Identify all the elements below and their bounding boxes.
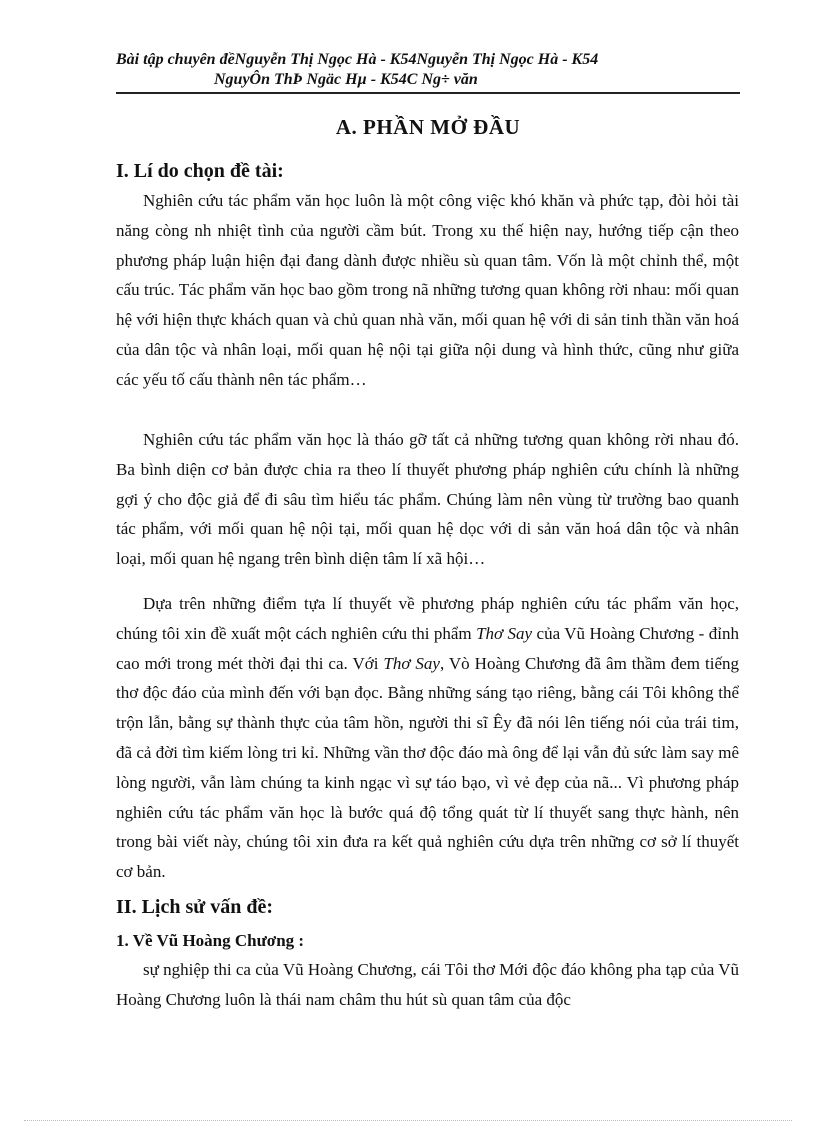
paragraph-4: sự nghiệp thi ca của Vũ Hoàng Chương, cái Tôi thơ Mới độc đáo không pha tạp của Vũ Hoàng Chương luôn là thái nam châm thu hút sù quan tâm của độc [116,960,739,1009]
title-tho-say-1: Thơ Say [476,623,533,643]
page-bottom-divider [24,1120,792,1121]
subsection-heading-vu-hoang-chuong: 1. Về Vũ Hoàng Chương : [116,931,305,950]
paragraph-3-part-e: , Vò Hoàng Chương đã âm thầm đem tiếng thơ độc đáo của mình đến với bạn đọc. Bằng những sáng tạo riêng, bằng cái Tôi không thể trộn lẫn, bằng sự thành thực của tâm hồn, người thi sĩ Êy đã nói lên tiếng nói của trái tim, đã cả đời tìm kiếm lòng tri kỉ. Những vần thơ độc đáo mà ông để lại vẫn đủ sức làm say mê lòng người, vẫn làm chúng ta kinh ngạc vì sự táo bạo, vì vẻ đẹp của nã... Vì phương pháp nghiên cứu tác phẩm văn học là bước quá độ tổng quát từ lí thuyết sang thực hành, nên trong bài viết này, chúng tôi xin đưa ra kết quả nghiên cứu dựa trên những cơ sở lí thuyết cơ bản. [116,653,739,882]
paragraph-3 [116,589,739,887]
section-heading-history: II. Lịch sử vấn đề: [116,896,274,918]
paragraph-3-part-c: của Vũ Hoàng Chương - đỉnh cao mới trong mét thời đại thi ca. Với [116,623,740,673]
paragraph-3-part-a: Dựa trên những điểm tựa lí thuyết về phương pháp nghiên cứu tác phẩm văn học, chúng tôi xin đề xuất một cách nghiên cứu thi phẩm [116,594,739,643]
chapter-title: A. PHẦN MỞ ĐẦU [335,115,521,139]
paragraph-1: Nghiên cứu tác phẩm văn học luôn là một công việc khó khăn và phức tạp, đòi hỏi tài năng còng nh nhiệt tình của người cầm bút. Trong xu thế hiện nay, hướng tiếp cận theo phương pháp luận hiện đại đang dành được nhiều sù quan tâm. Vốn là một chỉnh thể, một cấu trúc. Tác phẩm văn học bao gồm trong nã những tương quan không rời nhau: mối quan hệ với hiện thực khách quan và chủ quan nhà văn, mối quan hệ với di sản tinh thần văn hoá của dân tộc và nhân loại, mối quan hệ nội tại giữa nội dung và hình thức, cũng như giữa các yếu tố cấu thành nên tác phẩm… [116,191,739,389]
page-header [116,50,740,94]
paragraph-2: Nghiên cứu tác phẩm văn học là tháo gỡ tất cả những tương quan không rời nhau đó. Ba bình diện cơ bản được chia ra theo lí thuyết phương pháp nghiên cứu chính là những gợi ý cho độc giả để đi sâu tìm hiểu tác phẩm. Chúng làm nên vùng từ trường bao quanh tác phẩm, với mối quan hệ nội tại, mối quan hệ dọc với di sản văn hoá dân tộc và nhân loại, mối quan hệ ngang trên bình diện tâm lí xã hội… [116,430,739,569]
section-heading-reason: I. Lí do chọn đề tài: [116,160,284,182]
title-tho-say-2: Thơ Say [383,653,440,673]
header-line-1: Bài tập chuyên đềNguyễn Thị Ngọc Hà - K54Nguyễn Thị Ngọc Hà - K54 [116,51,599,68]
header-line-2: NguyÔn ThÞ Ngäc Hµ - K54C Ng÷ văn [214,71,478,88]
